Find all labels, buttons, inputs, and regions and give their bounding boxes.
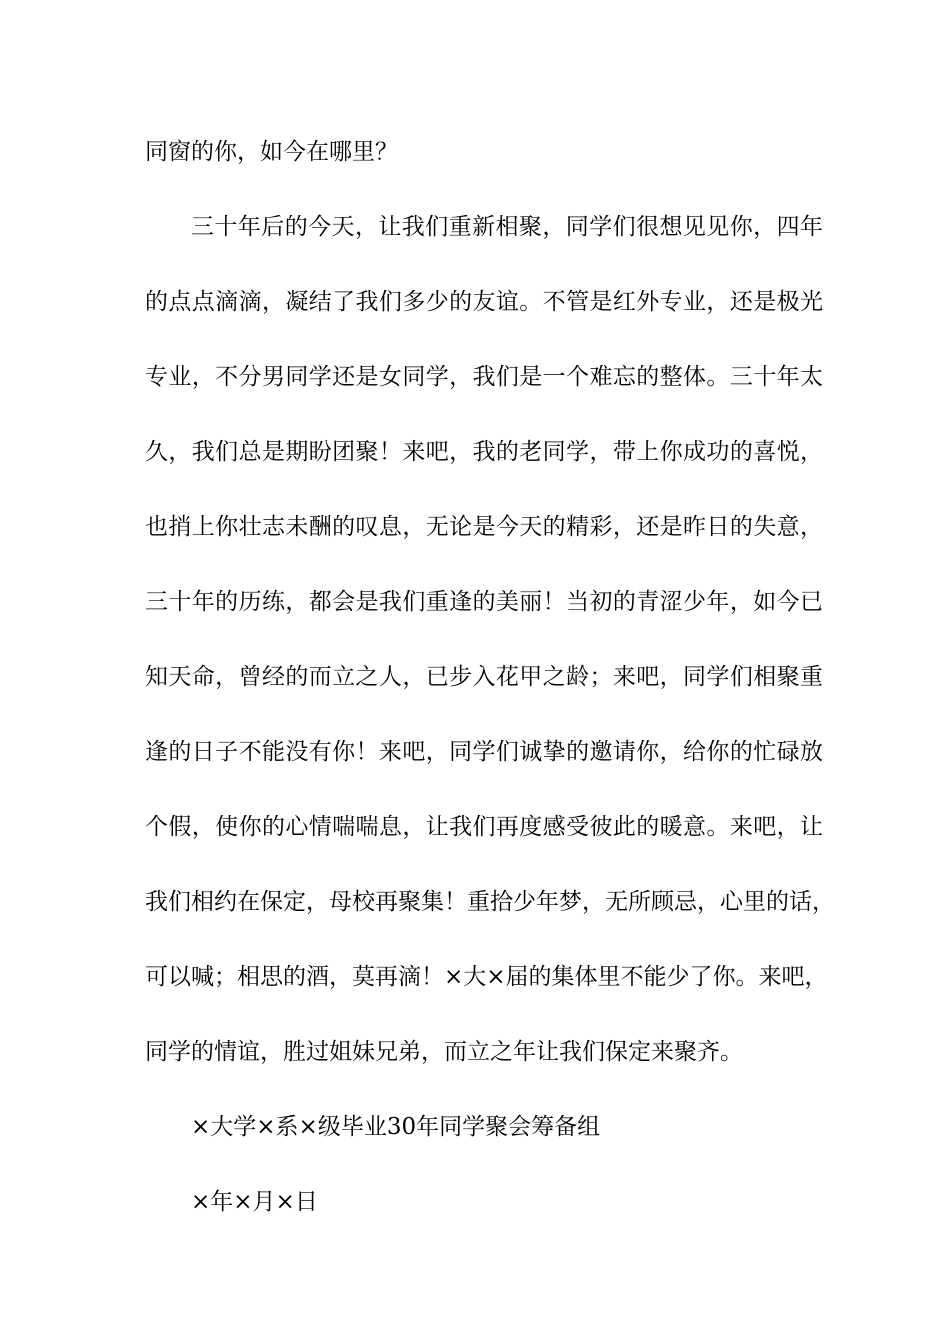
text-line-12: 可以喊；相思的酒，莫再滴！×大×届的集体里不能少了你。来吧， bbox=[145, 964, 828, 990]
text-line-4: 专业，不分男同学还是女同学，我们是一个难忘的整体。三十年太 bbox=[145, 364, 823, 390]
text-line-7: 三十年的历练，都会是我们重逢的美丽！当初的青涩少年，如今已 bbox=[145, 589, 823, 615]
date-line: ×年×月×日 bbox=[191, 1189, 318, 1215]
signature-line: ×大学×系×级毕业30年同学聚会筹备组 bbox=[191, 1114, 601, 1140]
text-line-1: 同窗的你，如今在哪里？ bbox=[145, 139, 398, 165]
text-line-2: 三十年后的今天，让我们重新相聚，同学们很想见见你，四年 bbox=[191, 214, 823, 240]
text-line-13: 同学的情谊，胜过姐妹兄弟，而立之年让我们保定来聚齐。 bbox=[145, 1039, 743, 1065]
text-line-5: 久，我们总是期盼团聚！来吧，我的老同学，带上你成功的喜悦， bbox=[145, 439, 823, 465]
text-line-3: 的点点滴滴，凝结了我们多少的友谊。不管是红外专业，还是极光 bbox=[145, 289, 823, 315]
text-line-8: 知天命，曾经的而立之人，已步入花甲之龄；来吧，同学们相聚重 bbox=[145, 664, 823, 690]
text-line-11: 我们相约在保定，母校再聚集！重拾少年梦，无所顾忌，心里的话， bbox=[145, 889, 835, 915]
text-line-9: 逢的日子不能没有你！来吧，同学们诚挚的邀请你，给你的忙碌放 bbox=[145, 739, 823, 765]
text-line-6: 也捎上你壮志未酬的叹息，无论是今天的精彩，还是昨日的失意， bbox=[145, 514, 823, 540]
text-line-10: 个假，使你的心情喘喘息，让我们再度感受彼此的暖意。来吧，让 bbox=[145, 814, 823, 840]
